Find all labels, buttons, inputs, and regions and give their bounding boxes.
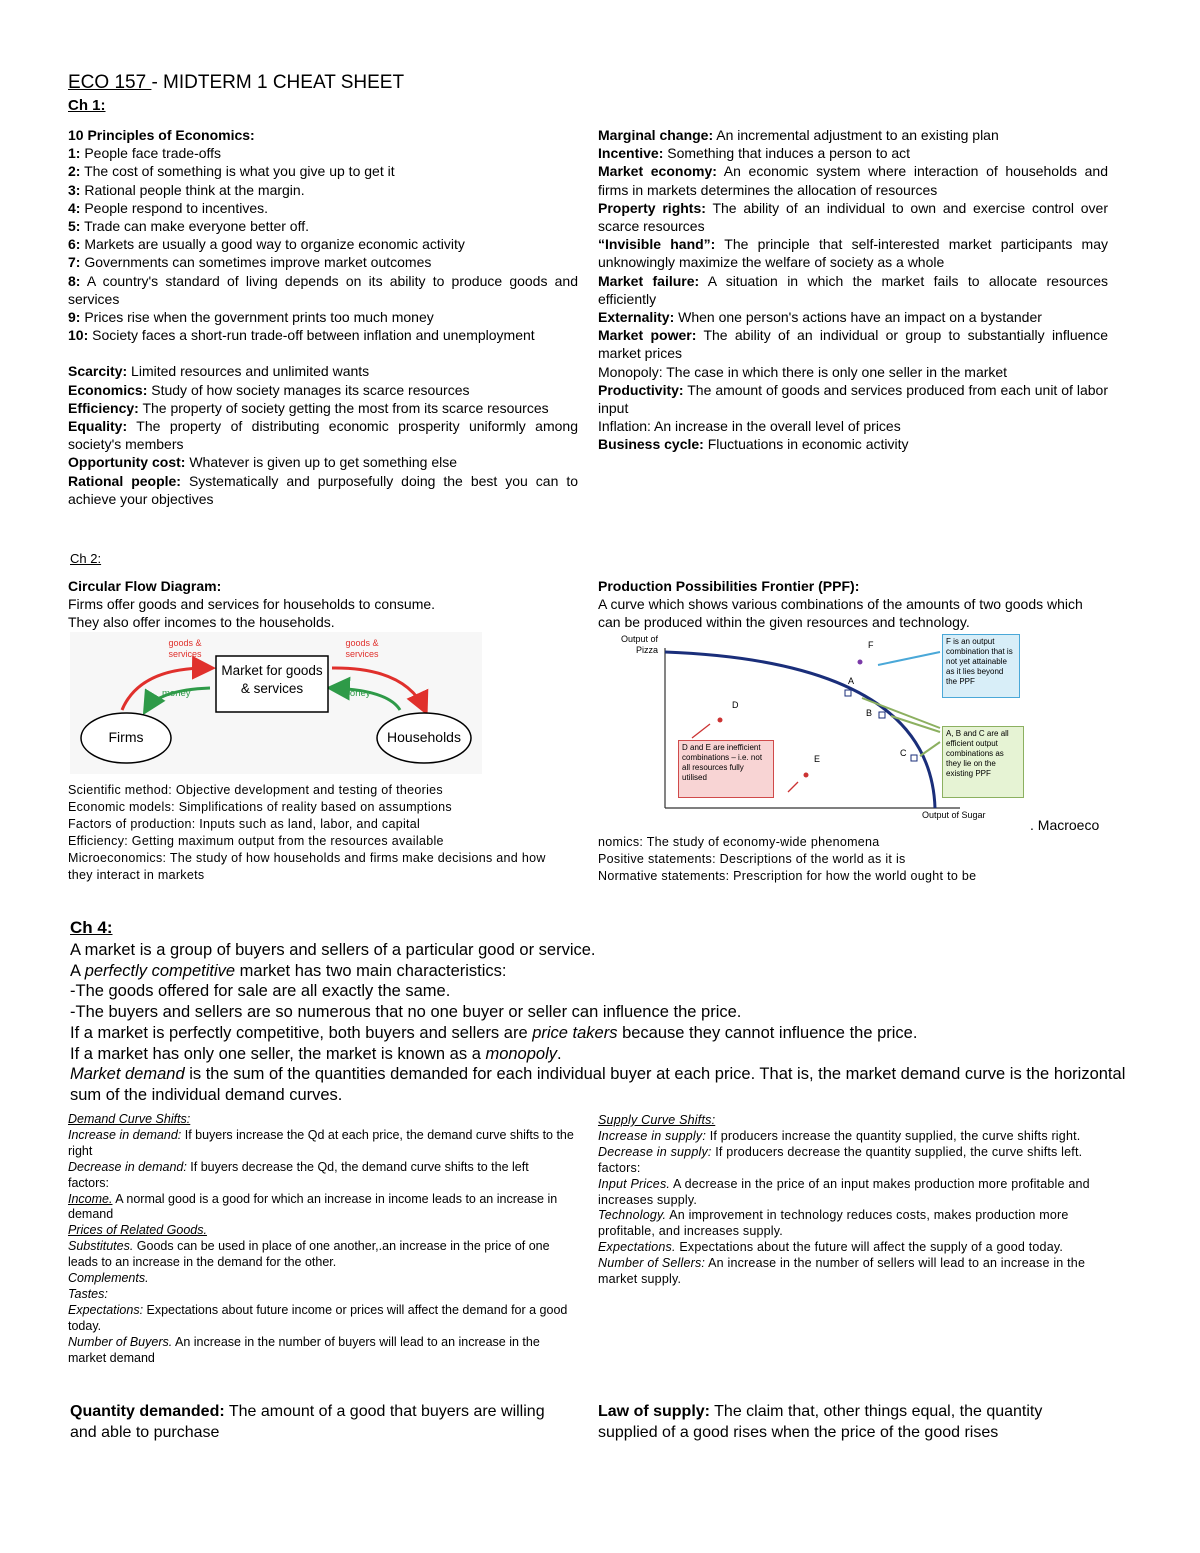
ch2-left-list	[68, 782, 568, 884]
ppf-heading: Production Possibilities Frontier (PPF):	[598, 578, 860, 594]
list-item: Positive statements: Descriptions of the world as it is	[598, 852, 906, 866]
ppf-point-b	[879, 712, 885, 718]
supply-item: Number of Sellers: An increase in the number of sellers will lead to an increase in the market supply.	[598, 1256, 1086, 1287]
money-label-right: money	[342, 688, 371, 699]
demand-item: Income. A normal good is a good for which an increase in income leads to an increase in demand	[68, 1191, 558, 1222]
principles-section	[68, 126, 578, 508]
definitions-right	[598, 126, 1108, 454]
supply-heading: Supply Curve Shifts:	[598, 1113, 716, 1127]
definition: Productivity: The amount of goods and services produced from each unit of labor input	[598, 381, 1108, 417]
principle-item: 9: Prices rise when the government prints too much money	[68, 309, 434, 326]
ch4-label: Ch 4:	[70, 918, 113, 937]
ch4-line: -The goods offered for sale are all exactly the same.	[70, 982, 451, 1001]
list-item: Scientific method: Objective development and testing of theories	[68, 783, 443, 797]
demand-item: Tastes:	[68, 1286, 108, 1301]
principle-item: 10: Society faces a short-run trade-off between inflation and unemployment	[68, 327, 535, 344]
definition: Property rights: The ability of an individual to own and exercise control over scarce resources	[598, 199, 1108, 235]
demand-item: Expectations: Expectations about future income or prices will affect the demand for a good today.	[68, 1302, 568, 1333]
demand-item: Increase in demand: If buyers increase the Qd at each price, the demand curve shifts to the right	[68, 1127, 574, 1158]
ppf-x-label: Output of Sugar	[922, 810, 986, 820]
ch4-line: -The buyers and sellers are so numerous that no one buyer or seller can influence the price.	[70, 1003, 742, 1022]
principle-item: 7: Governments can sometimes improve market outcomes	[68, 254, 432, 271]
households-label: Households	[387, 729, 461, 745]
ppf-note-abc: A, B and C are all efficient output combinations as they lie on the existing PPF	[942, 726, 1024, 798]
ppf-arrow-e	[788, 782, 798, 792]
ppf-arrow-d	[692, 724, 710, 738]
ppf-diagram	[600, 632, 1026, 827]
list-item: Normative statements: Prescription for how the world ought to be	[598, 869, 977, 883]
principle-item: 6: Markets are usually a good way to organize economic activity	[68, 236, 465, 253]
ch2-label: Ch 2:	[70, 551, 102, 566]
definition: Marginal change: An incremental adjustment to an existing plan	[598, 127, 999, 143]
definition: “Invisible hand”: The principle that self-interested market participants may unknowingly maximize the welfare of society as a whole	[598, 236, 1108, 271]
ppf-arrow-f	[878, 652, 940, 665]
principle-item: 1: People face trade-offs	[68, 145, 222, 162]
definition: Market power: The ability of an individual or group to substantially influence market prices	[598, 327, 1108, 362]
principle-item: 5: Trade can make everyone better off.	[68, 218, 309, 235]
definition: Monopoly: The case in which there is only one seller in the market	[598, 363, 1008, 380]
circular-flow-section	[68, 577, 578, 632]
definition: Equality: The property of distributing economic prosperity uniformly among society's members	[68, 418, 578, 453]
ppf-label-c: C	[900, 748, 907, 758]
ch4-line: A market is a group of buyers and sellers of a particular good or service.	[70, 941, 596, 959]
definition: Economics: Study of how society manages its scarce resources	[68, 381, 470, 398]
definition: Scarcity: Limited resources and unlimited wants	[68, 363, 370, 380]
ppf-label-d: D	[732, 700, 739, 710]
ch4-line: Market demand is the sum of the quantities demanded for each individual buyer at each price. That is, the market demand curve is the horizontal sum of the individual demand curves.	[70, 1065, 1126, 1104]
demand-heading: Demand Curve Shifts:	[68, 1112, 191, 1126]
law-of-supply-def: Law of supply: The claim that, other things equal, the quantity supplied of a good rises when the price of the good rises	[598, 1403, 1043, 1441]
ch2-right-list	[598, 834, 1108, 885]
principle-item: 3: Rational people think at the margin.	[68, 181, 305, 198]
ppf-text: A curve which shows various combinations of the amounts of two goods which can be produced within the given resources and technology.	[598, 596, 1083, 631]
definition: Externality: When one person's actions have an impact on a bystander	[598, 309, 1042, 326]
ppf-point-c	[911, 755, 917, 761]
ppf-point-d	[718, 718, 723, 723]
ppf-note-de: D and E are inefficient combinations – i.e. not all resources fully utilised	[678, 740, 774, 798]
ch4-body	[70, 940, 1126, 1106]
supply-item: Decrease in supply: If producers decrease the quantity supplied, the curve shifts left.	[598, 1144, 1083, 1159]
demand-item: Complements.	[68, 1271, 149, 1286]
ch4-line: If a market has only one seller, the market is known as a monopoly.	[70, 1044, 562, 1063]
page-title	[68, 72, 404, 94]
principle-item: 8: A country's standard of living depends on its ability to produce goods and services	[68, 272, 578, 307]
definition: Rational people: Systematically and purposefully doing the best you can to achieve your objectives	[68, 472, 578, 507]
ch4-line: If a market is perfectly competitive, both buyers and sellers are price takers because they cannot influence the price.	[70, 1023, 918, 1042]
ppf-label-a: A	[848, 676, 855, 686]
list-item: nomics: The study of economy-wide phenomena	[598, 835, 880, 849]
ppf-label-f: F	[868, 640, 874, 650]
supply-item: Expectations. Expectations about the future will affect the supply of a good today.	[598, 1240, 1064, 1255]
demand-item: Prices of Related Goods.	[68, 1223, 207, 1238]
principles-heading: 10 Principles of Economics:	[68, 127, 255, 143]
ppf-label-b: B	[866, 708, 873, 718]
ppf-note-f: F is an output combination that is not yet attainable as it lies beyond the PPF	[942, 634, 1020, 698]
definition: Efficiency: The property of society getting the most from its scarce resources	[68, 399, 549, 416]
firms-label: Firms	[108, 729, 144, 745]
definition: Business cycle: Fluctuations in economic activity	[598, 436, 909, 453]
demand-item: Decrease in demand: If buyers decrease the Qd, the demand curve shifts to the left	[68, 1159, 529, 1174]
supply-item: Input Prices. A decrease in the price of an input makes production more profitable and increases supply.	[598, 1176, 1090, 1207]
ppf-label-e: E	[814, 754, 821, 764]
circular-flow-diagram	[70, 632, 482, 774]
circular-text: Firms offer goods and services for households to consume.	[68, 596, 436, 613]
circular-heading: Circular Flow Diagram:	[68, 578, 222, 594]
ppf-point-a	[845, 690, 851, 696]
principle-item: 4: People respond to incentives.	[68, 199, 269, 216]
quantity-demanded-def: Quantity demanded: The amount of a good that buyers are willing and able to purchase	[70, 1403, 545, 1441]
ppf-y-label: Output of Pizza	[620, 634, 658, 655]
definition: Market failure: A situation in which the market fails to allocate resources efficiently	[598, 272, 1108, 307]
principle-item: 2: The cost of something is what you give up to get it	[68, 163, 395, 180]
macro-tail: . Macroeco	[1030, 817, 1100, 833]
list-item: Factors of production: Inputs such as land, labor, and capital	[68, 817, 421, 831]
supply-item: Technology. An improvement in technology reduces costs, makes production more profitable, and increases supply.	[598, 1208, 1069, 1239]
demand-item: factors:	[68, 1175, 109, 1190]
list-item: Economic models: Simplifications of reality based on assumptions	[68, 800, 452, 814]
demand-item: Substitutes. Goods can be used in place of one another,.an increase in the price of one leads to an increase in the demand for the other.	[68, 1239, 550, 1270]
ch4-line: A perfectly competitive market has two main characteristics:	[70, 961, 507, 980]
course-code: ECO 157	[68, 72, 152, 93]
supply-section	[598, 1113, 1110, 1288]
definition: Incentive: Something that induces a person to act	[598, 145, 911, 162]
list-item: Efficiency: Getting maximum output from the resources available	[68, 834, 444, 848]
list-item: Microeconomics: The study of how households and firms make decisions and how they interact in markets	[68, 851, 546, 882]
title-rest: - MIDTERM 1 CHEAT SHEET	[151, 72, 405, 93]
definition: Opportunity cost: Whatever is given up to get something else	[68, 454, 458, 471]
ppf-section	[598, 577, 1108, 632]
goods-label-right: goods & services	[345, 638, 379, 659]
market-label: Market for goods & services	[221, 663, 323, 696]
circular-text: They also offer incomes to the households.	[68, 614, 335, 631]
ppf-point-f	[858, 660, 863, 665]
demand-section	[68, 1112, 580, 1367]
goods-label-left: goods & services	[168, 638, 202, 659]
definition: Market economy: An economic system where interaction of households and firms in markets determines the allocation of resources	[598, 163, 1108, 198]
ppf-point-e	[804, 773, 809, 778]
demand-item: Number of Buyers. An increase in the number of buyers will lead to an increase in the market demand	[68, 1334, 540, 1365]
supply-item: factors:	[598, 1160, 641, 1175]
ch1-label: Ch 1:	[68, 97, 106, 114]
definition: Inflation: An increase in the overall level of prices	[598, 418, 901, 435]
money-label-left: money	[162, 688, 191, 699]
supply-item: Increase in supply: If producers increase the quantity supplied, the curve shifts right.	[598, 1128, 1081, 1143]
ppf-arrow-c	[920, 742, 940, 756]
